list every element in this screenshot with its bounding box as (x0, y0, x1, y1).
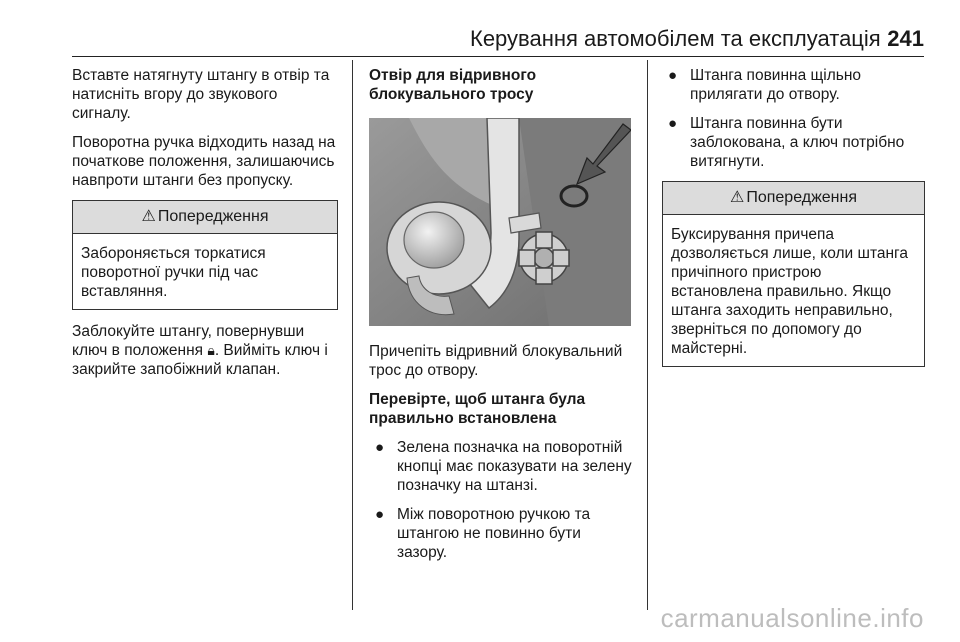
header-rule (72, 56, 924, 57)
paragraph-lock-bar (72, 322, 338, 379)
lock-text-b: . Вийміть ключ і закрийте запобіжний клапан. (72, 342, 328, 378)
list-item-text: Штанга повинна бути заблокована, а ключ потрібно витягнути. (690, 115, 905, 170)
list-item (662, 66, 925, 104)
list-item (662, 114, 925, 171)
column-divider-2 (647, 60, 648, 610)
lock-text-a: Заблокуйте штангу, повернувши ключ в положення (72, 323, 305, 359)
warning-triangle-icon: ⚠ (729, 189, 745, 206)
bullet-dot-icon: ● (668, 67, 678, 84)
list-item (369, 505, 634, 562)
list-item-text: Між поворотною ручкою та штангою не повинно бути зазору. (397, 506, 591, 561)
bullet-dot-icon: ● (375, 506, 385, 523)
column-divider-1 (352, 60, 353, 610)
list-item-text: Штанга повинна щільно прилягати до отвору. (690, 67, 861, 103)
paragraph-rotary-knob: Поворотна ручка відходить назад на початкове положення, залишаючись навпроти штанги без пропуску. (72, 134, 336, 189)
column-1 (72, 66, 338, 389)
warning-box-header (663, 182, 924, 215)
warning-box-text: Забороняється торкатися поворотної ручки під час вставляння. (81, 245, 266, 300)
page-number: 241 (887, 26, 924, 51)
checklist-1 (369, 438, 634, 562)
warning-title: Попередження (157, 208, 269, 225)
checklist-2 (662, 66, 925, 171)
list-item-text: Зелена позначка на поворотній кнопці має показувати на зелену позначку на штанзі. (397, 439, 632, 494)
column-2 (369, 66, 634, 572)
photo-caption: Причепіть відривний блокувальний трос до отвору. (369, 343, 623, 379)
towbar-photo (369, 118, 631, 326)
warning-box-text: Буксирування причепа дозволяється лише, коли штанга причіпного пристрою встановлена правильно. Якщо штанга заходить неправильно, зверніться по допомогу до майстерні. (671, 226, 908, 357)
warning-box-header (73, 201, 337, 234)
watermark: carmanualsonline.info (660, 603, 924, 633)
list-item (369, 438, 634, 495)
bullet-dot-icon: ● (375, 439, 385, 456)
bullet-dot-icon: ● (668, 115, 678, 132)
warning-triangle-icon: ⚠ (141, 208, 156, 225)
lock-symbol-icon: 🔒︎ (207, 342, 215, 358)
warning-box-1 (72, 200, 338, 310)
section-heading-check-bar: Перевірте, щоб штанга була правильно встановлена (369, 391, 586, 427)
warning-title: Попередження (746, 189, 858, 206)
warning-box-2 (662, 181, 925, 367)
page-header-title: Керування автомобілем та експлуатація (470, 26, 881, 51)
paragraph-insert-bar: Вставте натягнуту штангу в отвір та натисніть вгору до звукового сигналу. (72, 67, 330, 122)
section-heading-breakaway-eye: Отвір для відривного блокувального тросу (369, 67, 537, 103)
column-3 (662, 66, 925, 379)
